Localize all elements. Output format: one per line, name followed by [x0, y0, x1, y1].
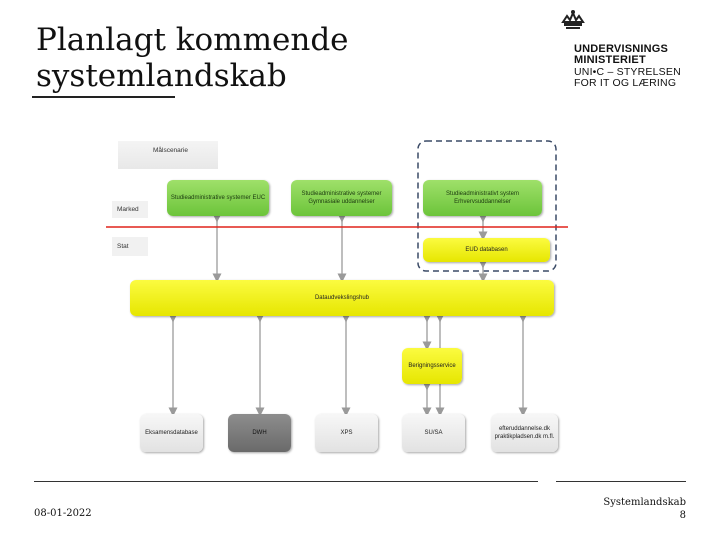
footer-title: Systemlandskab — [603, 497, 686, 508]
footer-rule-left — [34, 481, 538, 482]
slide-title-line-1: Planlagt kommende — [36, 22, 349, 58]
logo-line-4: FOR IT OG LÆRING — [574, 77, 677, 89]
box-xps: XPS — [315, 414, 378, 452]
footer-date: 08-01-2022 — [34, 508, 92, 519]
logo-line-1: UNDERVISNINGS — [574, 43, 669, 55]
box-dataudvekslingshub: Dataudvekslingshub — [130, 280, 554, 316]
label-marked: Marked — [112, 201, 148, 218]
box-efteruddannelse: efteruddannelse.dk praktikpladsen.dk m.fl. — [491, 414, 558, 452]
label-stat: Stat — [112, 237, 148, 256]
box-studieadm-erhverv: Studieadministrativt system Erhvervsuddannelser — [423, 180, 542, 216]
box-eksamensdatabase: Eksamensdatabase — [140, 414, 203, 452]
slide-title-line-2: systemlandskab — [36, 58, 287, 94]
box-berigningsservice: Berigningsservice — [402, 348, 462, 384]
box-studieadm-gymnasiale: Studieadministrative systemer Gymnasiale uddannelser — [291, 180, 392, 216]
box-su-sa: SU/SA — [402, 414, 465, 452]
page-number: 8 — [679, 510, 686, 521]
box-studieadm-euc: Studieadministrative systemer EUC — [167, 180, 269, 216]
box-dwh: DWH — [228, 414, 291, 452]
box-eud-databasen: EUD databasen — [423, 238, 550, 262]
label-malscenarie: Målscenarie — [118, 141, 218, 169]
footer-rule-right — [556, 481, 686, 482]
footer-info — [603, 496, 686, 522]
logo-line-2: MINISTERIET — [574, 54, 646, 66]
logo-line-3: UNI•C – STYRELSEN — [574, 66, 681, 78]
